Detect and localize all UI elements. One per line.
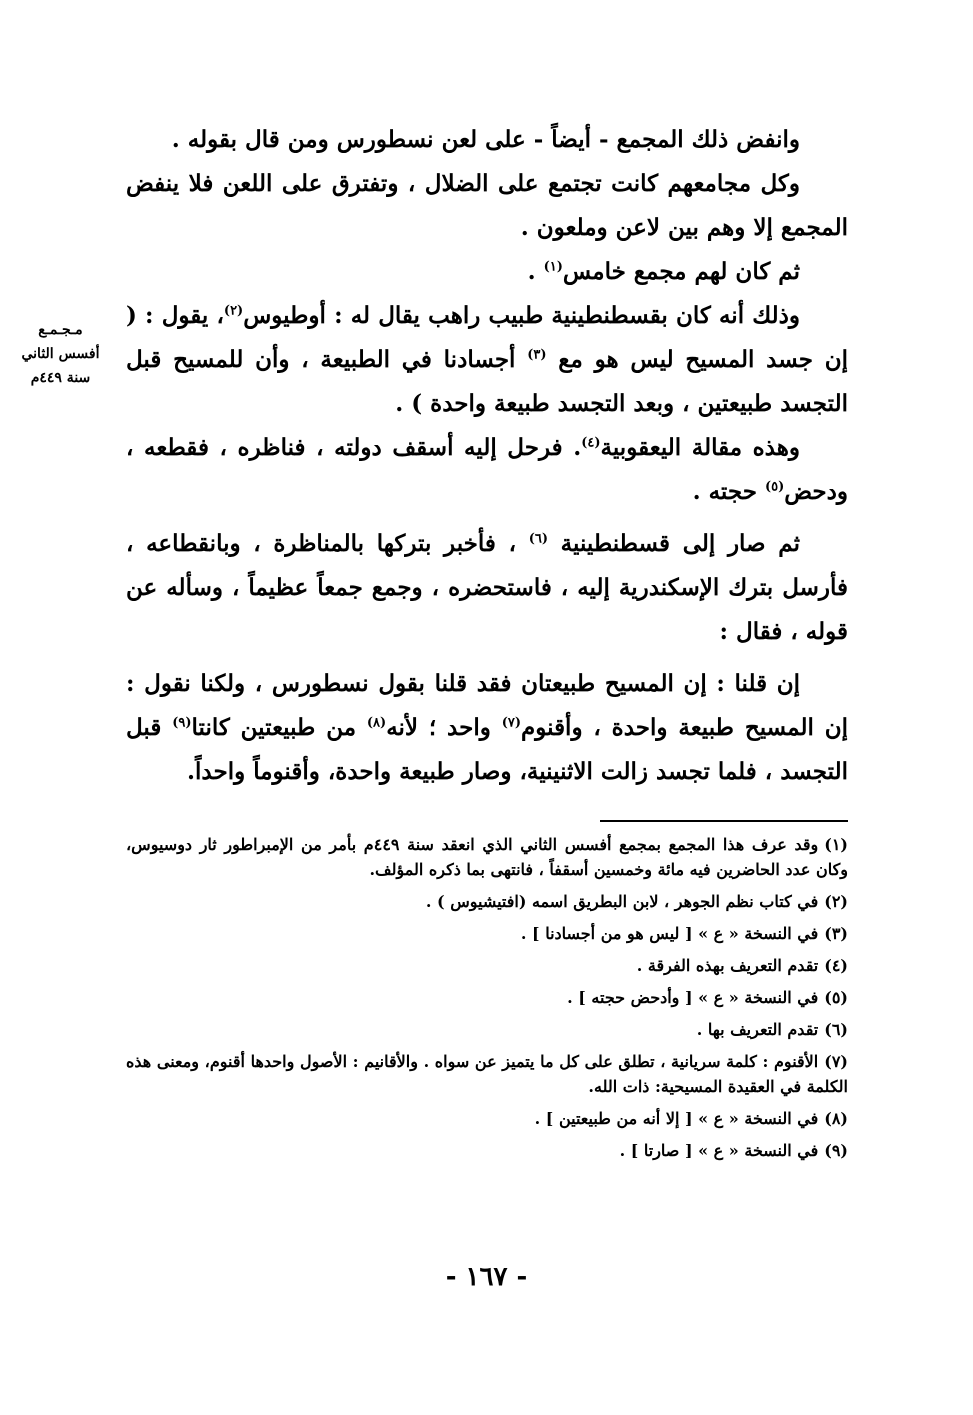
paragraph-7-part-d: قبل التجسد ، فلما تجسد زالت الاثنينية، وصار طبيعة واحدة، وأقنوماً واحداً.: [126, 714, 848, 785]
margin-note: [13, 318, 108, 390]
paragraph-1: وانفض ذلك المجمع - أيضاً - على لعن نسطورس ومن قال بقوله .: [171, 126, 800, 153]
footnote-ref-5[interactable]: (٥): [764, 479, 785, 495]
main-text: [126, 118, 848, 794]
page-number: - ١٦٧ -: [445, 1262, 528, 1292]
footnote-number: (٣): [824, 924, 848, 943]
paragraph-6-part-b: ، فأخبر بتركها بالمناظرة ، وبانقطاعه ، فأرسل بترك الإسكندرية إليه ، فاستحضره ، وجمع جمعاً عظيماً ، وسأله عن قوله ، فقال :: [126, 530, 848, 645]
paragraph-5-part-a: وهذه مقالة اليعقوبية: [600, 434, 800, 461]
footnote-number: (٤): [824, 956, 848, 975]
paragraph-5: [126, 426, 848, 514]
footnote-number: (٨): [824, 1109, 848, 1128]
footnote-text: في النسخة « ع » [ إلا أنه من طبيعتين ] .: [534, 1109, 819, 1128]
footnote-separator: [600, 820, 848, 822]
footnote-8: [126, 1106, 848, 1131]
paragraph-3-text: ثم كان لهم مجمع خامس: [562, 258, 800, 285]
paragraph-5-part-b: . فرحل إليه أسقف دولته ، فناظره ، فقطعه ، ودحض: [126, 434, 848, 505]
paragraph-5-part-c: حجته .: [692, 478, 757, 505]
footnote-text: في النسخة « ع » [ ليس هو من أجسادنا ] .: [520, 924, 819, 943]
footnote-2: [126, 889, 848, 914]
paragraph-7-part-b: واحد ؛ لأنه: [386, 714, 491, 741]
footnote-ref-1[interactable]: (١): [543, 259, 563, 275]
footnote-3: [126, 921, 848, 946]
margin-note-line-3: سنة ٤٤٩م: [30, 370, 91, 386]
footnote-number: (٢): [824, 892, 848, 911]
footnote-number: (٦): [824, 1020, 848, 1039]
paragraph-7-part-c: من طبيعتين كانتا: [191, 714, 357, 741]
footnote-number: (١): [824, 835, 848, 854]
paragraph-7: [126, 662, 848, 794]
paragraph-6: [126, 522, 848, 654]
footnote-1: [126, 832, 848, 882]
paragraph-2: وكل مجامعهم كانت تجتمع على الضلال ، وتفترق على اللعن فلا ينفض المجمع إلا وهم بين لاعن وملعون .: [126, 170, 848, 241]
footnote-text: في كتاب نظم الجوهر ، لابن البطريق اسمه (افتيشيوس ) .: [425, 892, 819, 911]
paragraph-7-part-a: إن قلنا : إن المسيح طبيعتان فقد قلنا بقول نسطورس ، ولكنا نقول : إن المسيح طبيعة واحدة ، وأقنوم: [126, 670, 848, 741]
paragraph-4: [126, 294, 848, 426]
footnote-ref-7[interactable]: (٧): [501, 715, 521, 731]
footnote-ref-9[interactable]: (٩): [172, 715, 192, 731]
footnote-4: [126, 953, 848, 978]
footnote-text: تقدم التعريف بها .: [696, 1020, 819, 1039]
footnote-text: الأقنوم : كلمة سريانية ، تطلق على كل ما يتميز عن سواه . والأقانيم : الأصول واحدها أقنوم، ومعنى هذه الكلمة في العقيدة المسيحية: ذات الله.: [126, 1052, 848, 1096]
footnotes: [126, 832, 848, 1170]
footnote-text: في النسخة « ع » [ صارتا ] .: [619, 1141, 819, 1160]
paragraph-4-part-a: وذلك أنه كان بقسطنطينية طبيب راهب يقال له : أوطيوس: [243, 302, 800, 329]
footnote-ref-4[interactable]: (٤): [581, 435, 601, 451]
footnote-text: تقدم التعريف بهذه الفرقة .: [636, 956, 819, 975]
footnote-9: [126, 1138, 848, 1163]
footnote-7: [126, 1049, 848, 1099]
paragraph-3-end: .: [527, 258, 536, 285]
footnote-6: [126, 1017, 848, 1042]
paragraph-4-part-b: ، يقول : ( إن جسد المسيح ليس هو مع: [126, 302, 848, 373]
footnote-ref-2[interactable]: (٢): [223, 303, 244, 319]
margin-note-line-2: أفسس الثاني: [21, 346, 100, 362]
footnote-text: وقد عرف هذا المجمع بمجمع أفسس الثاني الذي انعقد سنة ٤٤٩م بأمر من الإمبراطور ثار دوسيوس، وكان عدد الحاضرين فيه مائة وخمسين أسقفاً ، فانتهى بما ذكره المؤلف.: [126, 835, 848, 879]
paragraph-4-part-c: أجسادنا في الطبيعة ، وأن للمسيح قبل التجسد طبيعتين ، وبعد التجسد طبيعة واحدة ) .: [126, 346, 848, 417]
footnote-number: (٧): [824, 1052, 848, 1071]
footnote-5: [126, 985, 848, 1010]
paragraph-3: [126, 250, 848, 294]
paragraph-6-part-a: ثم صار إلى قسطنطينية: [560, 530, 800, 557]
footnote-number: (٥): [824, 988, 848, 1007]
footnote-number: (٩): [824, 1141, 848, 1160]
margin-note-line-1: مـجـمـع: [38, 322, 83, 338]
footnote-text: في النسخة « ع » [ وأدحض حجته ] .: [567, 988, 819, 1007]
footnote-ref-6[interactable]: (٦): [528, 531, 548, 547]
footnote-ref-3[interactable]: (٣): [527, 347, 547, 363]
footnote-ref-8[interactable]: (٨): [366, 715, 387, 731]
